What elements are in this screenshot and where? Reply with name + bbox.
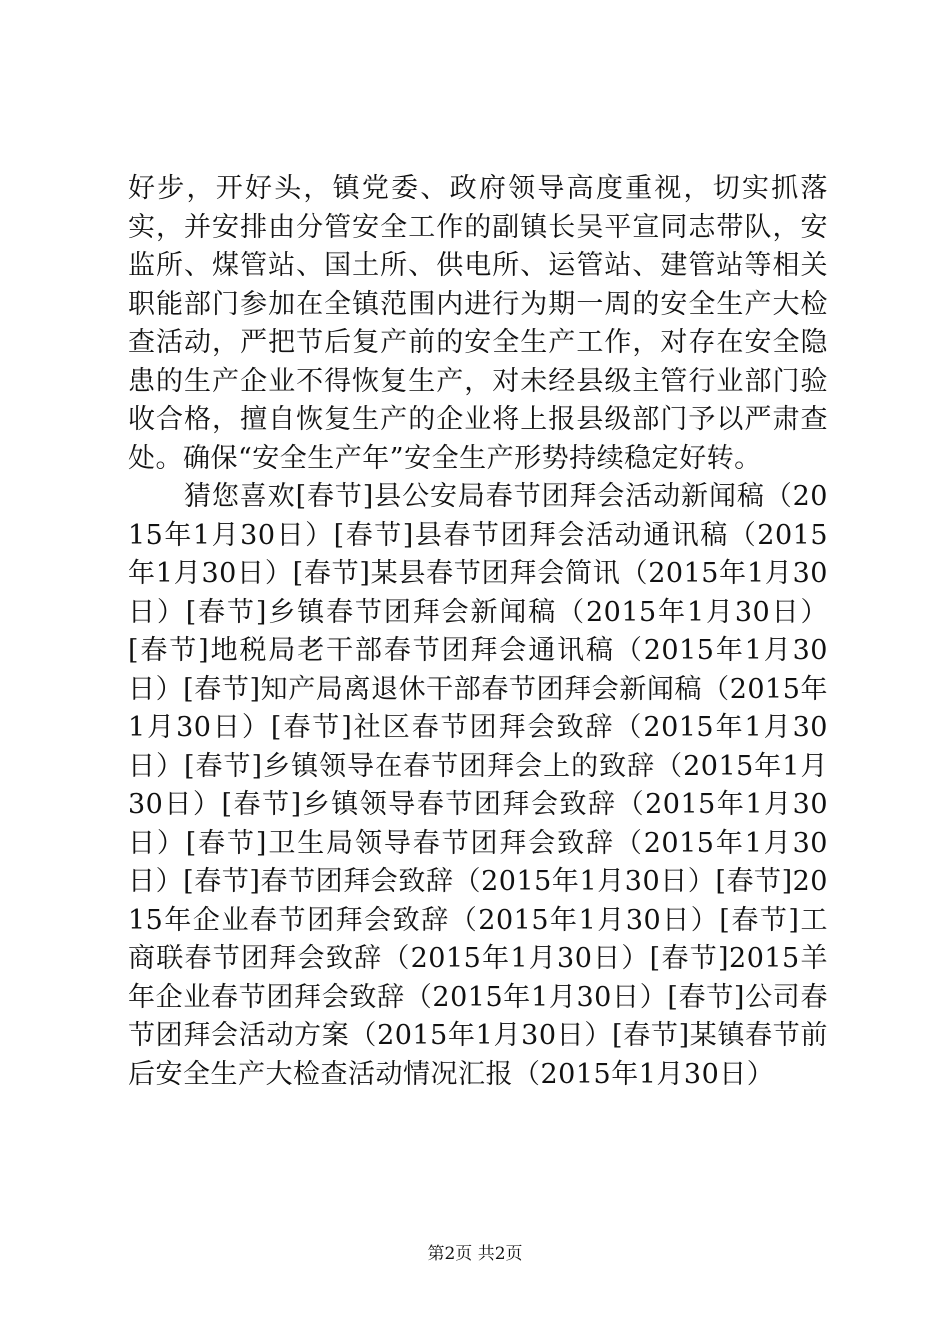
page-number-footer: 第2页 共2页 <box>427 1244 523 1264</box>
paragraph-safety-inspection: 好步，开好头，镇党委、政府领导高度重视，切实抓落实，并安排由分管安全工作的副镇长吴平宣同志带队，安监所、煤管站、国土所、供电所、运管站、建管站等相关职能部门参加在全镇范围内进行为期一周的安全生产大检查活动，严把节后复产前的安全生产工作，对存在安全隐患的生产企业不得恢复生产，对未经县级主管行业部门验收合格，擅自恢复生产的企业将上报县级部门予以严肃查处。确保“安全生产年”安全生产形势持续稳定好转。 <box>128 173 828 474</box>
document-body <box>128 170 828 1094</box>
paragraph-related-articles: 猜您喜欢[春节]县公安局春节团拜会活动新闻稿（2015年1月30日）[春节]县春节团拜会活动通讯稿（2015年1月30日）[春节]某县春节团拜会简讯（2015年1月30日）[春节]乡镇春节团拜会新闻稿（2015年1月30日）[春节]地税局老干部春节团拜会通讯稿（2015年1月30日）[春节]知产局离退休干部春节团拜会新闻稿（2015年1月30日）[春节]社区春节团拜会致辞（2015年1月30日）[春节]乡镇领导在春节团拜会上的致辞（2015年1月30日）[春节]乡镇领导春节团拜会致辞（2015年1月30日）[春节]卫生局领导春节团拜会致辞（2015年1月30日）[春节]春节团拜会致辞（2015年1月30日）[春节]2015年企业春节团拜会致辞（2015年1月30日）[春节]工商联春节团拜会致辞（2015年1月30日）[春节]2015羊年企业春节团拜会致辞（2015年1月30日）[春节]公司春节团拜会活动方案（2015年1月30日）[春节]某镇春节前后安全生产大检查活动情况汇报（2015年1月30日） <box>128 481 828 1090</box>
